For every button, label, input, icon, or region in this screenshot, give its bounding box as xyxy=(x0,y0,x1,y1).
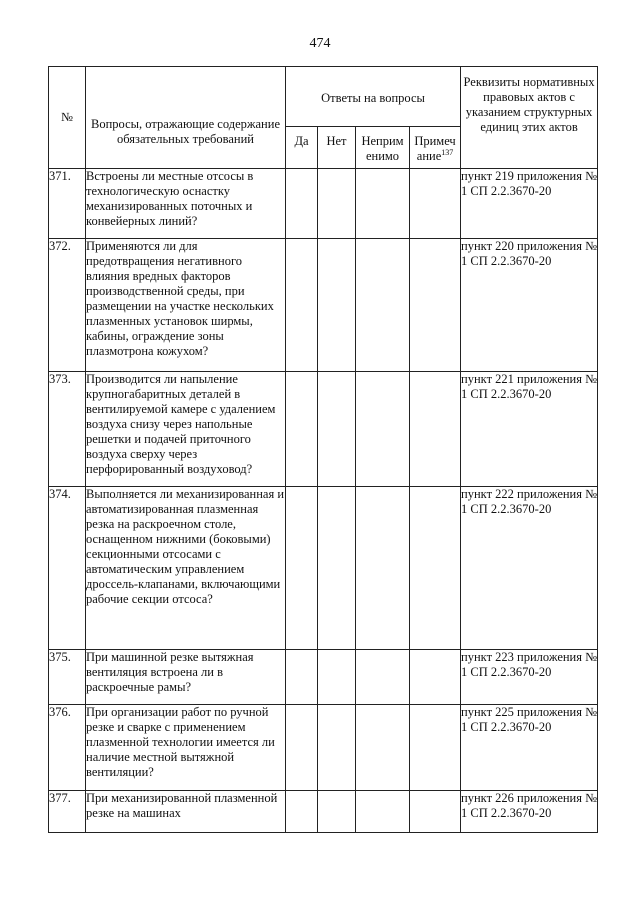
answer-no-cell[interactable] xyxy=(318,487,356,650)
row-question: Встроены ли местные отсосы в технологическую оснастку механизированных поточных и конвейерных линий? xyxy=(86,169,286,239)
answer-note-cell[interactable] xyxy=(410,487,461,650)
answer-yes-cell[interactable] xyxy=(286,791,318,833)
row-number: 373. xyxy=(49,372,86,487)
row-reference: пункт 222 приложения № 1 СП 2.2.3670-20 xyxy=(461,487,598,650)
answer-yes-cell[interactable] xyxy=(286,650,318,705)
answer-na-cell[interactable] xyxy=(356,239,410,372)
answer-note-cell[interactable] xyxy=(410,169,461,239)
answer-no-cell[interactable] xyxy=(318,650,356,705)
answer-no-cell[interactable] xyxy=(318,791,356,833)
answer-note-cell[interactable] xyxy=(410,372,461,487)
row-question: Применяются ли для предотвращения негативного влияния вредных факторов производственной среды, при размещении на участке нескольких плазменных установок ширмы, кабины, ограждение зоны плазмотрона кожухом? xyxy=(86,239,286,372)
row-number: 371. xyxy=(49,169,86,239)
row-reference: пункт 225 приложения № 1 СП 2.2.3670-20 xyxy=(461,705,598,791)
header-answers: Ответы на вопросы xyxy=(286,67,461,127)
row-question: Выполняется ли механизированная и автоматизированная плазменная резка на раскроечном столе, оснащенном нижними (боковыми) секционными отсосами с автоматическим управлением дроссель-клапанами, включающими рабочие секции отсоса? xyxy=(86,487,286,650)
row-number: 375. xyxy=(49,650,86,705)
row-reference: пункт 219 приложения № 1 СП 2.2.3670-20 xyxy=(461,169,598,239)
page-number: 474 xyxy=(309,36,331,51)
answer-na-cell[interactable] xyxy=(356,650,410,705)
requirements-checklist-table xyxy=(48,66,598,833)
table-row xyxy=(49,169,598,239)
header-yes: Да xyxy=(286,127,318,169)
answer-no-cell[interactable] xyxy=(318,705,356,791)
answer-na-cell[interactable] xyxy=(356,169,410,239)
header-note xyxy=(410,127,461,169)
table-row xyxy=(49,705,598,791)
table-row xyxy=(49,487,598,650)
answer-note-cell[interactable] xyxy=(410,791,461,833)
row-number: 376. xyxy=(49,705,86,791)
row-reference: пункт 223 приложения № 1 СП 2.2.3670-20 xyxy=(461,650,598,705)
row-number: 374. xyxy=(49,487,86,650)
row-number: 372. xyxy=(49,239,86,372)
row-question: Производится ли напыление крупногабаритных деталей в вентилируемой камере с удалением воздуха снизу через напольные решетки и подачей приточного воздуха сверху через перфорированный воздуховод? xyxy=(86,372,286,487)
header-number: № xyxy=(49,67,86,169)
header-not-applicable: Неприм енимо xyxy=(356,127,410,169)
row-question: При механизированной плазменной резке на машинах xyxy=(86,791,286,833)
header-note-label: Примеч ание xyxy=(414,134,456,163)
row-reference: пункт 226 приложения № 1 СП 2.2.3670-20 xyxy=(461,791,598,833)
answer-no-cell[interactable] xyxy=(318,372,356,487)
row-number: 377. xyxy=(49,791,86,833)
answer-na-cell[interactable] xyxy=(356,487,410,650)
answer-yes-cell[interactable] xyxy=(286,487,318,650)
answer-note-cell[interactable] xyxy=(410,650,461,705)
row-question: При организации работ по ручной резке и сварке с применением плазменной технологии имеется ли наличие местной вытяжной вентиляции? xyxy=(86,705,286,791)
header-question: Вопросы, отражающие содержание обязательных требований xyxy=(86,67,286,169)
answer-note-cell[interactable] xyxy=(410,239,461,372)
answer-note-cell[interactable] xyxy=(410,705,461,791)
answer-na-cell[interactable] xyxy=(356,705,410,791)
answer-yes-cell[interactable] xyxy=(286,239,318,372)
answer-no-cell[interactable] xyxy=(318,169,356,239)
row-question: При машинной резке вытяжная вентиляция встроена ли в раскроечные рамы? xyxy=(86,650,286,705)
table-row xyxy=(49,791,598,833)
row-reference: пункт 220 приложения № 1 СП 2.2.3670-20 xyxy=(461,239,598,372)
row-reference: пункт 221 приложения № 1 СП 2.2.3670-20 xyxy=(461,372,598,487)
answer-na-cell[interactable] xyxy=(356,372,410,487)
table-row xyxy=(49,239,598,372)
answer-yes-cell[interactable] xyxy=(286,372,318,487)
header-note-footnote: 137 xyxy=(441,147,454,157)
header-requisites: Реквизиты нормативных правовых актов с указанием структурных единиц этих актов xyxy=(461,67,598,169)
answer-yes-cell[interactable] xyxy=(286,169,318,239)
header-no: Нет xyxy=(318,127,356,169)
answer-na-cell[interactable] xyxy=(356,791,410,833)
table-row xyxy=(49,372,598,487)
answer-no-cell[interactable] xyxy=(318,239,356,372)
answer-yes-cell[interactable] xyxy=(286,705,318,791)
table-row xyxy=(49,650,598,705)
